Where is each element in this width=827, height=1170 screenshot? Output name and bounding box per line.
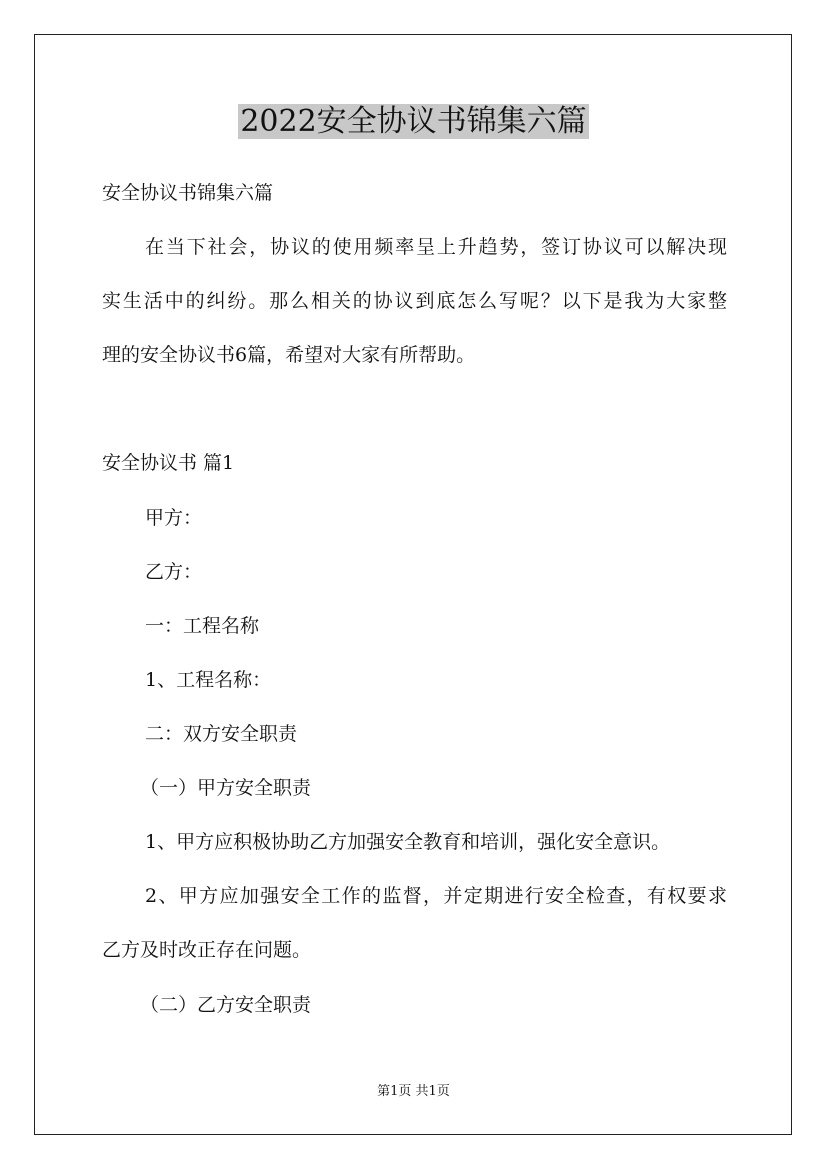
sub-a-item-2-line-1: 2、甲方应加强安全工作的监督，并定期进行安全检查，有权要求 [145,885,727,907]
intro-line-2: 实生活中的纠纷。那么相关的协议到底怎么写呢？以下是我为大家整 [102,290,727,312]
document-subtitle: 安全协议书锦集六篇 [102,182,274,204]
sub-b-heading: （二）乙方安全职责 [140,994,312,1016]
document-title-text: 2022安全协议书锦集六篇 [240,104,587,139]
sub-a-item-2-line-2: 乙方及时改正存在问题。 [102,939,312,961]
page-footer: 第1页 共1页 [377,1084,450,1099]
party-a-label: 甲方： [145,507,203,529]
item-one-sub: 1、工程名称： [145,669,272,691]
sub-a-item-1: 1、甲方应积极协助乙方加强安全教育和培训，强化安全意识。 [145,831,671,853]
item-two-heading: 二：双方安全职责 [145,723,298,745]
document-title [0,100,827,144]
intro-line-1: 在当下社会，协议的使用频率呈上升趋势，签订协议可以解决现 [145,236,727,258]
item-one-heading: 一：工程名称 [145,615,260,637]
sub-a-heading: （一）甲方安全职责 [140,777,312,799]
intro-line-3: 理的安全协议书6篇，希望对大家有所帮助。 [102,344,476,366]
section-heading: 安全协议书 篇1 [102,452,235,474]
party-b-label: 乙方： [145,561,203,583]
